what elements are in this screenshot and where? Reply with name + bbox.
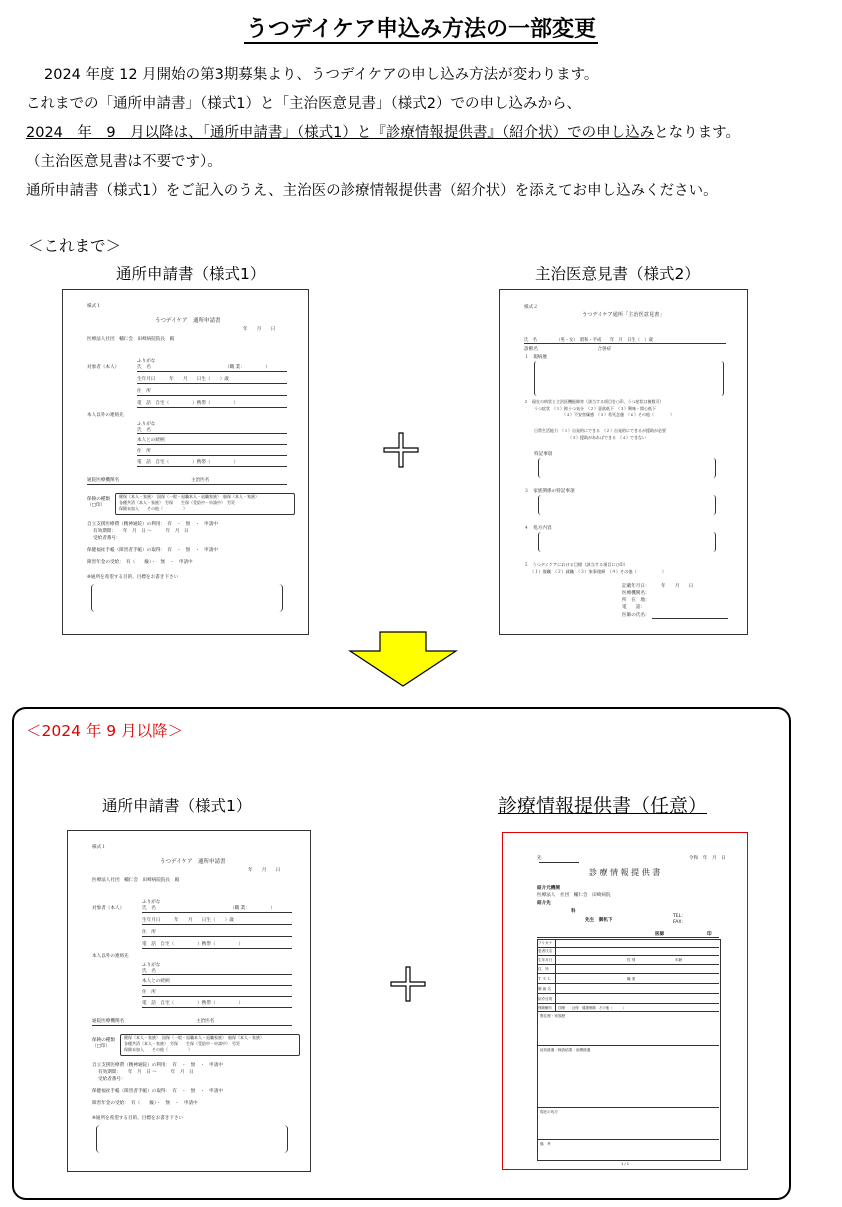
- intro-line-3: [26, 121, 740, 142]
- form1b-doctor: 主治医名: [196, 1019, 215, 1024]
- form1-style: 様式１: [87, 304, 101, 309]
- form3-row-birth: 生年月日: [538, 958, 553, 962]
- form1-applicant: 対象者（本人）: [87, 365, 120, 370]
- before-left-label: 通所申請書（様式1）: [116, 265, 266, 283]
- down-arrow-icon: [348, 631, 458, 691]
- form1b-occupation: （職 業： ）: [230, 906, 276, 911]
- form1b-pension: 障害年金の受給： 有（ 級）・ 無 ・ 申請中: [92, 1101, 198, 1106]
- page-title-text: うつデイケア申込み方法の一部変更: [245, 17, 597, 42]
- form1-birth: 生年月日 年 月 日生（ ）歳: [137, 377, 229, 382]
- plus-icon-before: [383, 432, 419, 472]
- form1-insurance-opts1: 健保（本人・家族） 国保（一般・退職本人・退職家族） 船保（本人・家族）: [119, 494, 259, 499]
- form3-seal: 印: [707, 932, 712, 937]
- form1b-insurance: 保険の種類: [92, 1038, 115, 1043]
- form2-location: 所 在 地：: [622, 598, 650, 603]
- form2-name-row: 氏 名 （男・女） 昭和・平成 年 月 日生（ ）歳: [524, 338, 653, 343]
- form1-relation: 本人との続柄: [137, 438, 165, 443]
- form1-recipient: 受給者番号：: [93, 536, 121, 541]
- form3-thumbnail: [502, 832, 748, 1170]
- form3-row-address: 住 所: [538, 967, 549, 971]
- form1b-relation: 本人との続柄: [142, 979, 170, 984]
- form2-diagnosis: 診断名 合併症: [524, 347, 612, 352]
- form1-name: 氏 名: [137, 365, 151, 370]
- form1-title: うつデイケア 通所申請書: [155, 318, 221, 324]
- form1-support: 自立支援医療費（精神通院）の利用： 有 ・ 無 ・ 申請中: [87, 522, 218, 527]
- form1-insurance-opts2: 各種共済（本人・家族） 労保 生保（受給中・申請中） 労災: [119, 500, 235, 505]
- form3-dest: 紹介先: [537, 901, 551, 906]
- form1b-style: 様式１: [92, 845, 106, 850]
- before-right-label: 主治医意見書（様式2）: [535, 265, 700, 283]
- form1b-insurance-opts2: 各種共済（本人・家族） 労保 生保（受給中・申請中） 労災: [124, 1041, 240, 1046]
- form1b-addressee: 医療法人社団 輔仁会 田崎病院院長 殿: [92, 878, 180, 883]
- plus-icon-after: [390, 966, 426, 1006]
- form1-clinic: 通院医療機関名: [87, 478, 120, 483]
- form2-tel: 電 話：: [622, 605, 645, 610]
- before-heading: ＜これまで＞: [28, 237, 122, 255]
- form1b-address: 住 所: [142, 930, 156, 935]
- form1b-insurance-opts1: 健保（本人・家族） 国保（一般・退職本人・退職家族） 船保（本人・家族）: [124, 1035, 264, 1040]
- form1-furigana: ふりがな: [137, 359, 156, 364]
- form3-doctor: 先生 御机下: [585, 918, 613, 923]
- form3-referrer: 紹介元機関: [537, 886, 560, 891]
- form1b-furigana-2: ふりがな: [142, 963, 161, 968]
- form1-pension: 障害年金の受給： 有（ 級）・ 無 ・ 申請中: [87, 560, 193, 565]
- form1b-recipient: 受給者番号：: [98, 1077, 126, 1082]
- form3-title: 診 療 情 報 提 供 書: [589, 868, 661, 877]
- form3-dept: 科: [571, 909, 576, 914]
- intro-line-4: （主治医意見書は不要です）。: [26, 154, 222, 170]
- intro-line-5: 通所申請書（様式1）をご記入のうえ、主治医の診療情報提供書（紹介状）を添えてお申し込みください。: [26, 183, 718, 199]
- form1-date: 年 月 日: [243, 327, 276, 332]
- form1-address-2: 住 所: [137, 449, 151, 454]
- form3-age: 年齢: [675, 958, 683, 962]
- form2-doctor-sig: 医師の氏名：: [622, 613, 650, 618]
- form1b-clinic: 通院医療機関名: [92, 1019, 125, 1024]
- form1-phone: 電 話 自宅（ ）携帯（ ）: [137, 401, 239, 406]
- after-heading: ＜2024 年 9 月以降＞: [26, 722, 184, 740]
- form1b-handbook: 保健福祉手帳（障害者手帳）の取得： 有 ・ 無 ・ 申請中: [92, 1089, 223, 1094]
- after-left-label: 通所申請書（様式1）: [102, 797, 252, 815]
- form3-row-furigana: フリガナ: [538, 941, 553, 945]
- form1b-date: 年 月 日: [248, 868, 281, 873]
- form1-period: 有効期間： 年 月 日 〜 年 月 日: [93, 529, 189, 534]
- intro-line-1: 2024 年度 12 月開始の第3期募集より、うつデイケアの申し込み方法が変わります。: [44, 67, 599, 83]
- form2-symptoms2: （４）不安焦燥感 （５）希死念慮 （６）その他（ ）: [562, 412, 674, 417]
- form1b-phone-2: 電 話 自宅（ ）携帯（ ）: [142, 1001, 244, 1006]
- form3-insurance: 保険種別 国保 社保 健康保険 その他（ ）: [538, 1006, 627, 1010]
- form3-row-purpose: 紹介目的: [538, 997, 553, 1001]
- form3-doctor-name: 医師: [655, 932, 665, 937]
- form1b-purpose: ※通所を希望する目的、目標をお書き下さい: [92, 1116, 184, 1121]
- form3-to: 先: [537, 856, 542, 861]
- form3-occupation: 職 業: [627, 977, 636, 981]
- form1b-birth: 生年月日 年 月 日生（ ）歳: [142, 918, 234, 923]
- form3-row-progress: 症状経過・検査結果・治療経過: [540, 1048, 591, 1052]
- form3-row-notes: 備 考: [540, 1142, 551, 1146]
- form3-row-history: 既往歴・家族歴: [540, 1014, 566, 1018]
- form1-phone-2: 電 話 自宅（ ）携帯（ ）: [137, 460, 239, 465]
- form1-purpose: ※通所を希望する目的、目標をお書き下さい: [87, 575, 179, 580]
- intro-line-3-emphasis: 2024 年 9 月以降は、「通所申請書」（様式1）と『診療情報提供書』（紹介状）での申し込み: [26, 125, 655, 141]
- form3-page: 1 / 1: [621, 1162, 630, 1166]
- form3-date: 令和 年 月 日: [689, 856, 726, 861]
- form2-special: 特記事項: [534, 452, 553, 457]
- form3-row-tel: Ｔ Ｅ Ｌ: [538, 977, 552, 981]
- form1-furigana-2: ふりがな: [137, 422, 156, 427]
- form1-insurance-opts3: 保険未加入 その他（ ）: [119, 506, 187, 511]
- form2-fill-date: 記載年月日： 年 月 日: [622, 584, 694, 589]
- form1b-address-2: 住 所: [142, 990, 156, 995]
- after-right-label: 診療情報提供書（任意）: [498, 795, 708, 817]
- form1b-furigana: ふりがな: [142, 900, 161, 905]
- form3-tel: TEL：: [673, 914, 686, 919]
- form2-title: うつデイケア通所「主治医意見書」: [582, 312, 665, 318]
- form1-insurance-mark: （□印）: [87, 503, 106, 508]
- form1b-name-2: 氏 名: [142, 969, 156, 974]
- form2-family: ３ 家族関係の特記事項: [524, 489, 575, 494]
- intro-line-2: これまでの「通所申請書」（様式1）と「主治医意見書」（様式2）での申し込みから、: [26, 96, 581, 112]
- form3-row-prescription: 現在の処方: [540, 1110, 558, 1114]
- form1b-name: 氏 名: [142, 906, 156, 911]
- form1b-insurance-mark: （□印）: [92, 1044, 111, 1049]
- form1b-support: 自立支援医療費（精神通院）の利用： 有 ・ 無 ・ 申請中: [92, 1063, 223, 1068]
- form3-row-disease: 傷 病 名: [538, 987, 552, 991]
- form1-doctor: 主治医名: [191, 478, 210, 483]
- form1-thumbnail-after: [67, 830, 311, 1172]
- form2-goal: ５ うつデイケアにおける目標（該当する項目に○印）: [524, 562, 628, 567]
- form2-thumbnail: [499, 289, 748, 635]
- form3-gender: 性 別: [627, 958, 636, 962]
- form1b-applicant: 対象者（本人）: [92, 906, 125, 911]
- intro-line-3-rest: となります。: [654, 125, 740, 141]
- form2-meds: ４ 処方内容: [524, 526, 552, 531]
- form2-daily2: （３）援助があればできる （４）できない: [568, 435, 646, 440]
- form2-history: １ 現病歴: [524, 355, 547, 360]
- form2-daily: 日常生活能力 （１）自発的にできる （２）自発的にできるが援助が必要: [534, 428, 666, 433]
- form1-handbook: 保健福祉手帳（障害者手帳）の取得： 有 ・ 無 ・ 申請中: [87, 548, 218, 553]
- form1b-phone: 電 話 自宅（ ）携帯（ ）: [142, 942, 244, 947]
- form2-status: ２ 現在の病状と主治医機能障害（該当する項目を○印、うつ症状は複数可）: [524, 399, 664, 404]
- form1b-contact: 本人以外の連絡先: [92, 954, 129, 959]
- form1-contact: 本人以外の連絡先: [87, 413, 124, 418]
- form1-occupation: （職 業： ）: [225, 365, 271, 370]
- form1-name-2: 氏 名: [137, 428, 151, 433]
- form2-goal-opts: （１）復職 （２）就職 （３）家事復帰 （４）その他（ ）: [530, 569, 667, 574]
- form1b-insurance-opts3: 保険未加入 その他（ ）: [124, 1047, 192, 1052]
- form2-symptoms1: うつ症状 （１）抑うつ気分 （２）意欲低下 （３）興味・関心低下: [534, 406, 656, 411]
- page-title: [0, 12, 842, 43]
- form1b-period: 有効期間： 年 月 日 〜 年 月 日: [98, 1070, 194, 1075]
- form3-referrer-name: 医療法人 社団 輔仁会 田崎病院: [537, 893, 611, 898]
- form1-thumbnail-before: [62, 289, 309, 635]
- form1-insurance: 保険の種類: [87, 497, 110, 502]
- form3-fax: FAX：: [673, 920, 687, 925]
- form2-style: 様式２: [524, 305, 538, 310]
- form3-row-name: 患者氏名: [538, 949, 553, 953]
- form1b-title: うつデイケア 通所申請書: [160, 859, 226, 865]
- form1-addressee: 医療法人社団 輔仁会 田崎病院院長 殿: [87, 337, 175, 342]
- form1-address: 住 所: [137, 389, 151, 394]
- form2-hospital: 医療機関名：: [622, 591, 650, 596]
